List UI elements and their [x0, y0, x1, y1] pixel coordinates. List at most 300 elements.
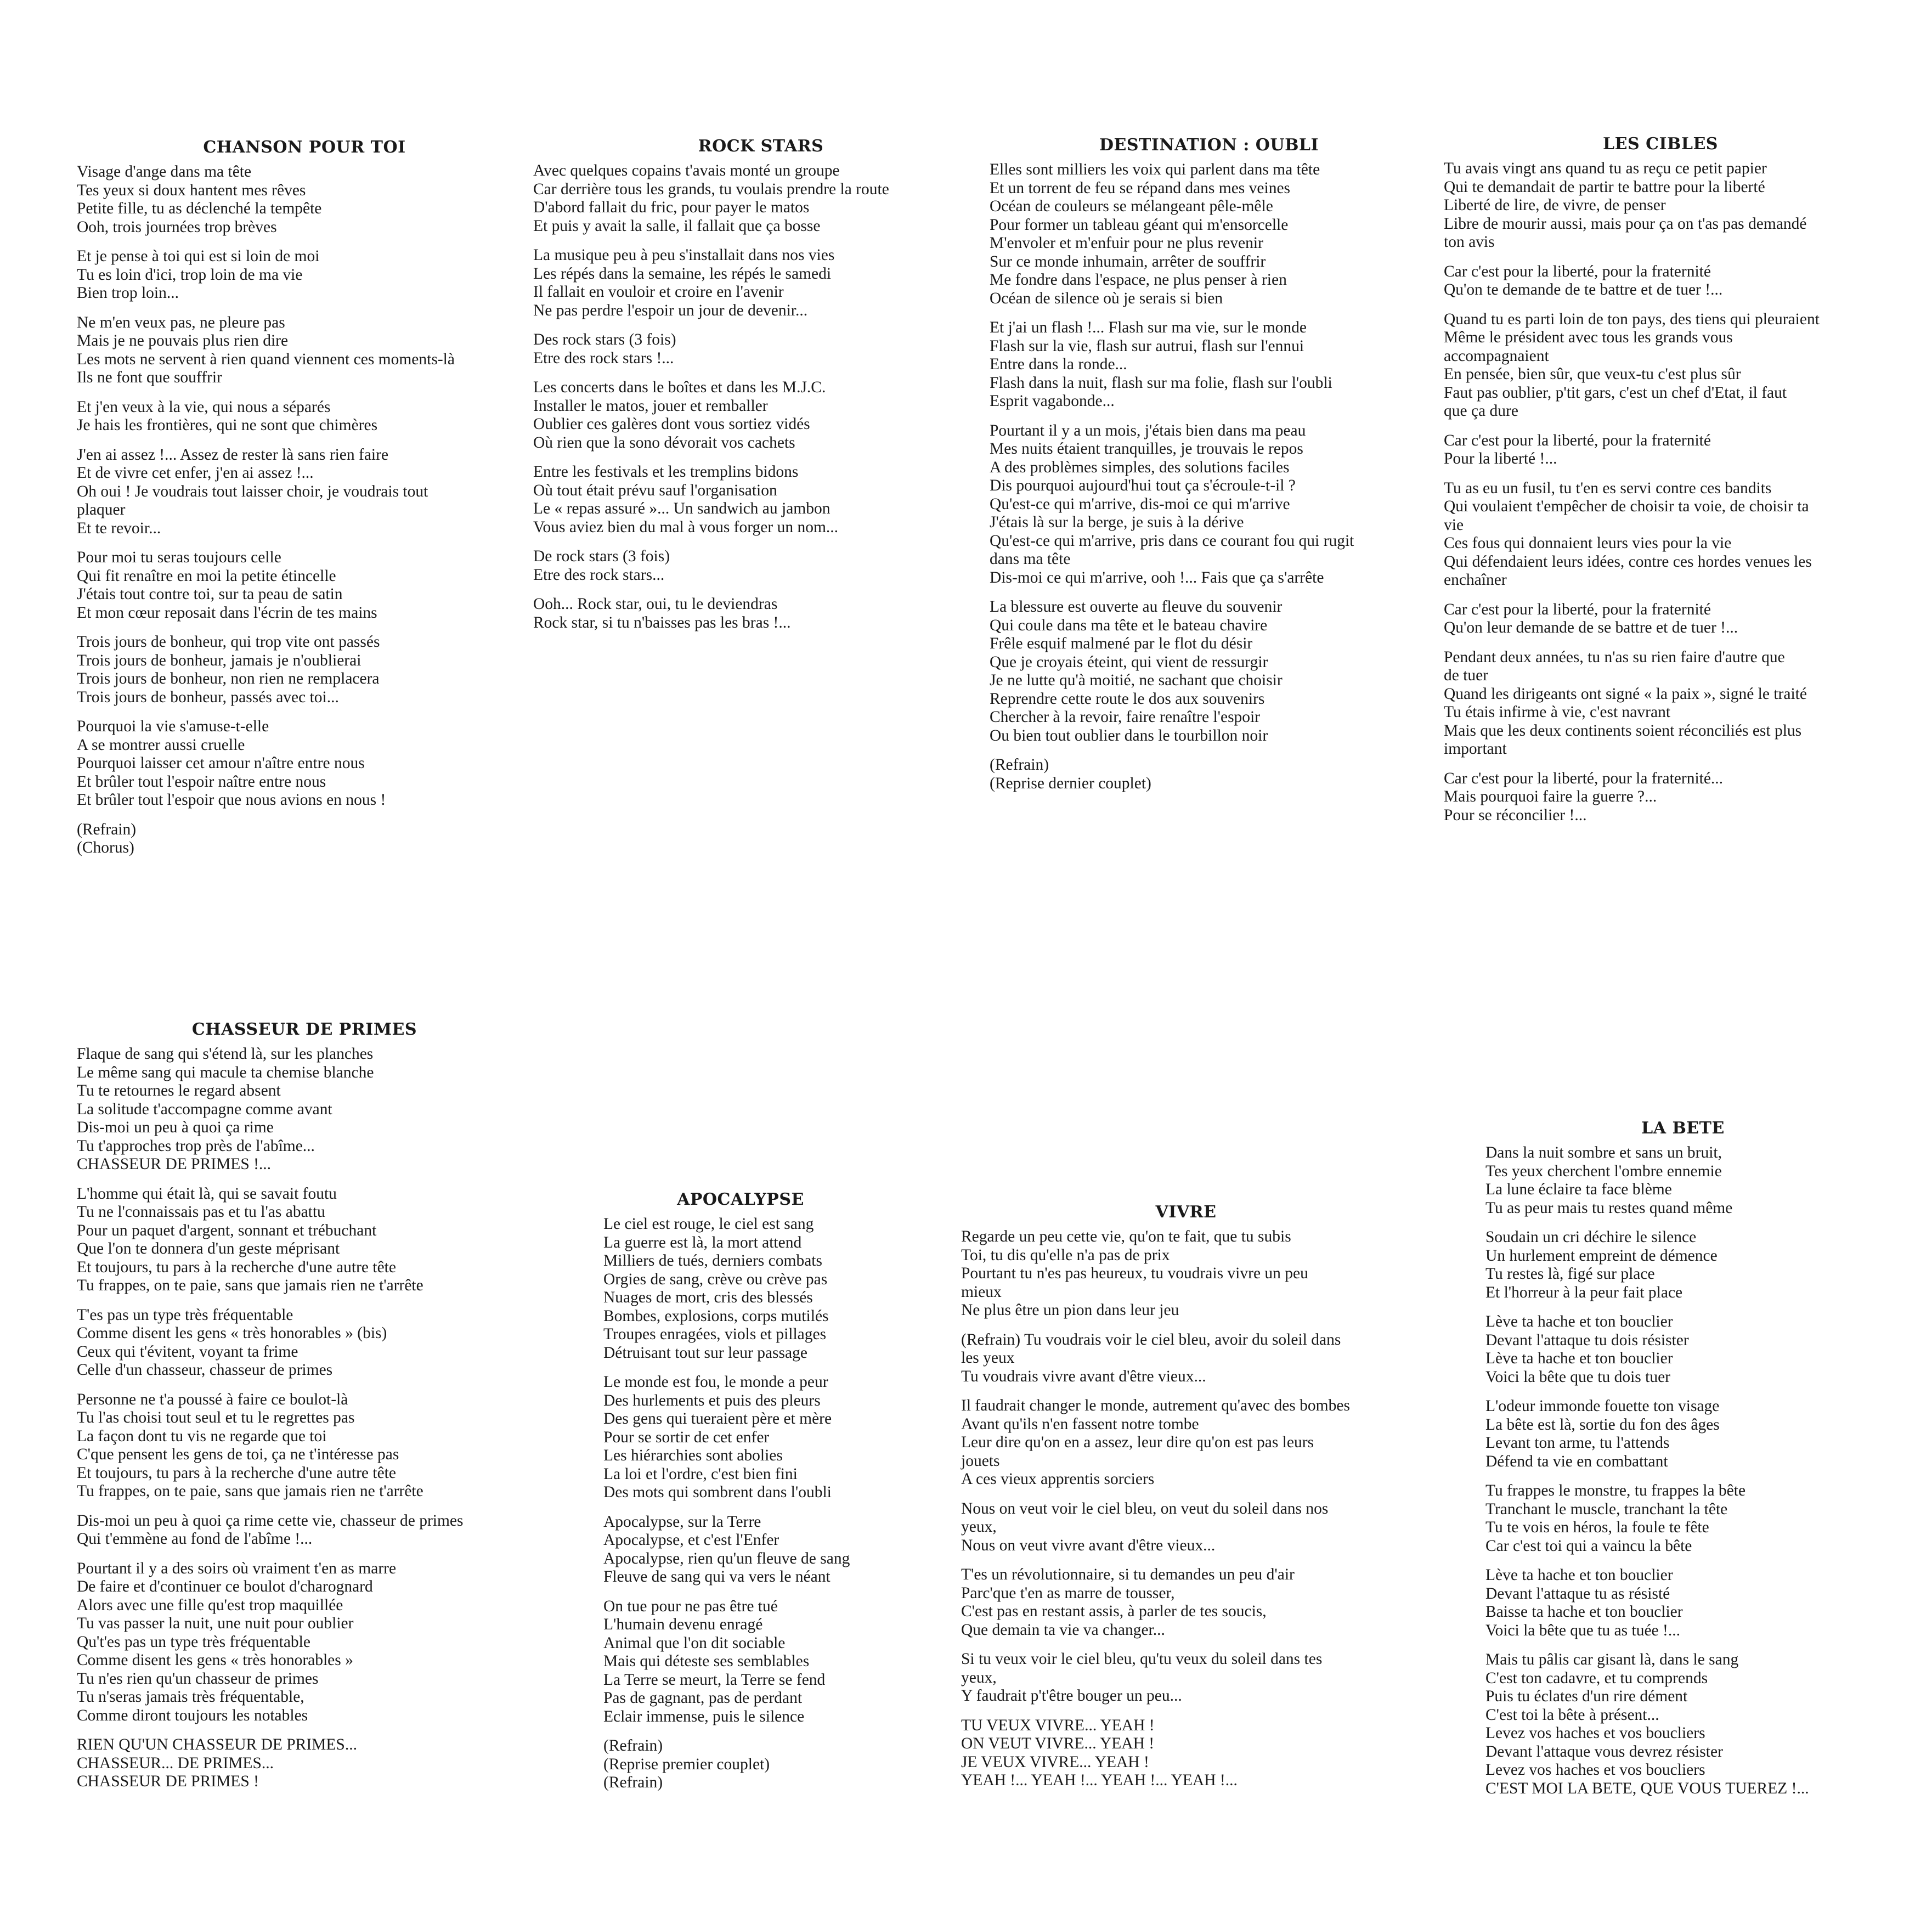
- lyric-line: jouets: [961, 1452, 1000, 1470]
- lyric-line: Tu ne l'connaissais pas et tu l'as abattu: [77, 1203, 325, 1221]
- stanza: [961, 1331, 1411, 1386]
- lyric-line: Etre des rock stars...: [533, 566, 665, 584]
- lyric-line: Ou bien tout oublier dans le tourbillon noir: [990, 726, 1268, 744]
- lyric-line: Chercher à la revoir, faire renaître l'espoir: [990, 708, 1261, 726]
- lyric-line: T'es un révolutionnaire, si tu demandes un peu d'air: [961, 1566, 1295, 1583]
- song-title: CHANSON POUR TOI: [203, 138, 406, 157]
- stanza: [990, 598, 1428, 745]
- stanza: [603, 1598, 878, 1726]
- song-title: ROCK STARS: [698, 137, 824, 156]
- lyric-line: RIEN QU'UN CHASSEUR DE PRIMES...: [77, 1736, 357, 1753]
- lyric-line: Et un torrent de feu se répand dans mes veines: [990, 179, 1291, 197]
- song-title: LES CIBLES: [1603, 134, 1718, 154]
- lyric-line: Tes yeux cherchent l'ombre ennemie: [1485, 1162, 1722, 1180]
- lyric-line: Pour se réconcilier !...: [1444, 806, 1587, 824]
- stanza: [533, 595, 988, 632]
- lyric-line: ton avis: [1444, 233, 1495, 251]
- lyric-line: Entre les festivals et les tremplins bidons: [533, 463, 799, 481]
- lyric-line: Mais pourquoi faire la guerre ?...: [1444, 788, 1657, 805]
- lyric-line: Les mots ne servent à rien quand viennent ces moments-là: [77, 350, 455, 368]
- lyric-line: Qu'est-ce qui m'arrive, dis-moi ce qui m'arrive: [990, 495, 1290, 513]
- lyric-line: L'homme qui était là, qui se savait foutu: [77, 1184, 337, 1203]
- lyric-line: Mais que les deux continents soient réconciliés est plus: [1444, 721, 1802, 740]
- stanza: [533, 379, 988, 452]
- lyric-line: Nuages de mort, cris des blessés: [603, 1289, 813, 1306]
- stanza: [1485, 1228, 1880, 1302]
- stanza: [1444, 648, 1877, 759]
- lyric-line: yeux,: [961, 1668, 997, 1686]
- song-apocalypse: [603, 1190, 878, 1803]
- lyric-line: Des gens qui tueraient père et mère: [603, 1410, 832, 1428]
- stanza: [77, 821, 532, 857]
- lyric-line: Pendant deux années, tu n'as su rien faire d'autre que: [1444, 648, 1785, 666]
- stanza: [990, 161, 1428, 308]
- lyric-line: Parc'que t'en as marre de tousser,: [961, 1584, 1175, 1602]
- lyric-line: Tu l'as choisi tout seul et tu le regrettes pas: [77, 1409, 355, 1426]
- song-title: CHASSEUR DE PRIMES: [191, 1020, 417, 1039]
- stanza: [533, 246, 988, 320]
- lyric-line: Et l'horreur à la peur fait place: [1485, 1283, 1683, 1301]
- lyric-line: Même le président avec tous les grands vous: [1444, 329, 1733, 346]
- lyric-line: Oublier ces galères dont vous sortiez vidés: [533, 415, 810, 433]
- lyric-line: J'étais là sur la berge, je suis à la dérive: [990, 514, 1244, 531]
- lyric-line: Qu'on leur demande de se battre et de tuer !...: [1444, 619, 1738, 636]
- lyric-line: Les concerts dans le boîtes et dans les M.J.C.: [533, 379, 826, 396]
- stanza: [1444, 432, 1877, 469]
- lyric-line: Tu n'es rien qu'un chasseur de primes: [77, 1669, 319, 1688]
- lyric-line: Flash dans la nuit, flash sur ma folie, flash sur l'oubli: [990, 374, 1332, 392]
- stanza: [1444, 770, 1877, 825]
- lyric-line: Elles sont milliers les voix qui parlent dans ma tête: [990, 161, 1320, 178]
- lyric-line: Et toujours, tu pars à la recherche d'une autre tête: [77, 1464, 396, 1482]
- lyric-line: Et de vivre cet enfer, j'en ai assez !...: [77, 464, 314, 482]
- lyric-line: Pour moi tu seras toujours celle: [77, 549, 281, 566]
- lyric-line: Tu frappes, on te paie, sans que jamais rien ne t'arrête: [77, 1277, 423, 1294]
- lyric-line: Quand les dirigeants ont signé « la paix », signé le traité: [1444, 685, 1807, 703]
- lyric-line: ON VEUT VIVRE... YEAH !: [961, 1735, 1155, 1752]
- lyric-line: Le même sang qui macule ta chemise blanche: [77, 1063, 374, 1081]
- lyric-line: D'abord fallait du fric, pour payer le matos: [533, 199, 810, 216]
- stanza: [961, 1228, 1411, 1320]
- lyric-line: Il fallait en vouloir et croire en l'avenir: [533, 283, 784, 301]
- lyric-line: Me fondre dans l'espace, ne plus penser à rien: [990, 271, 1287, 289]
- lyric-line: Bombes, explosions, corps mutilés: [603, 1307, 829, 1325]
- lyric-line: Libre de mourir aussi, mais pour ça on t'as pas demandé: [1444, 215, 1807, 233]
- lyric-line: Trois jours de bonheur, qui trop vite ont passés: [77, 633, 380, 651]
- lyric-line: Et je pense à toi qui est si loin de moi: [77, 247, 320, 265]
- stanza: [77, 247, 532, 303]
- lyric-line: Mais qui déteste ses semblables: [603, 1652, 810, 1670]
- lyric-line: Ne plus être un pion dans leur jeu: [961, 1301, 1179, 1319]
- lyric-line: Devant l'attaque tu dois résister: [1485, 1331, 1689, 1349]
- lyric-line: Voici la bête que tu as tuée !...: [1485, 1621, 1680, 1639]
- lyric-line: mieux: [961, 1283, 1002, 1301]
- stanza: [77, 1391, 532, 1501]
- lyric-line: Mais je ne pouvais plus rien dire: [77, 332, 289, 349]
- lyric-line: Toi, tu dis qu'elle n'a pas de prix: [961, 1246, 1170, 1264]
- lyric-line: Qu't'es pas un type très fréquentable: [77, 1633, 310, 1651]
- lyric-line: Bien trop loin...: [77, 284, 179, 302]
- lyric-line: Orgies de sang, crève ou crève pas: [603, 1270, 828, 1288]
- stanza: [77, 1736, 532, 1791]
- lyric-line: (Refrain): [77, 820, 137, 838]
- lyric-line: CHASSEUR DE PRIMES !...: [77, 1155, 272, 1173]
- stanza: [990, 422, 1428, 588]
- lyric-line: Levant ton arme, tu l'attends: [1485, 1434, 1670, 1452]
- stanza: [961, 1650, 1411, 1706]
- lyric-line: Pourquoi la vie s'amuse-t-elle: [77, 718, 269, 735]
- lyric-line: Voici la bête que tu dois tuer: [1485, 1368, 1670, 1386]
- lyric-line: Et mon cœur reposait dans l'écrin de tes mains: [77, 603, 377, 622]
- song-chanson-pour-toi: [77, 138, 532, 868]
- lyric-line: C'est ton cadavre, et tu comprends: [1485, 1669, 1708, 1687]
- lyric-line: Qu'est-ce qui m'arrive, pris dans ce courant fou qui rugit: [990, 532, 1354, 550]
- lyric-line: Puis tu éclates d'un rire dément: [1485, 1688, 1688, 1705]
- lyric-line: Pas de gagnant, pas de perdant: [603, 1689, 803, 1707]
- lyric-line: Tu te retournes le regard absent: [77, 1082, 281, 1099]
- lyric-line: Qui défendaient leurs idées, contre ces hordes venues les: [1444, 552, 1812, 571]
- stanza: [1444, 479, 1877, 590]
- lyric-line: Je ne lutte qu'à moitié, ne sachant que choisir: [990, 672, 1283, 689]
- stanza: [603, 1373, 878, 1502]
- lyric-line: Pourtant il y a un mois, j'étais bien dans ma peau: [990, 421, 1306, 439]
- lyric-line: La solitude t'accompagne comme avant: [77, 1100, 332, 1118]
- lyric-line: Et j'en veux à la vie, qui nous a séparés: [77, 398, 331, 416]
- lyric-line: Trois jours de bonheur, non rien ne remplacera: [77, 670, 380, 687]
- lyric-line: Nous on veut voir le ciel bleu, on veut du soleil dans nos: [961, 1499, 1329, 1517]
- lyric-line: Et puis y avait la salle, il fallait que ça bosse: [533, 217, 821, 235]
- lyric-line: Liberté de lire, de vivre, de penser: [1444, 196, 1666, 214]
- song-title: DESTINATION : OUBLI: [1099, 136, 1319, 155]
- stanza: [533, 331, 988, 368]
- lyric-line: Milliers de tués, derniers combats: [603, 1252, 822, 1269]
- lyric-line: Dis-moi ce qui m'arrive, ooh !... Fais que ça s'arrête: [990, 568, 1324, 586]
- lyric-line: Tu as peur mais tu restes quand même: [1485, 1199, 1733, 1217]
- stanza: [1485, 1566, 1880, 1640]
- lyric-line: Y faudrait p't'être bouger un peu...: [961, 1687, 1182, 1705]
- stanza: [603, 1513, 878, 1587]
- lyric-line: de tuer: [1444, 667, 1489, 684]
- lyric-line: Tu vas passer la nuit, une nuit pour oublier: [77, 1615, 354, 1632]
- lyric-line: Ces fous qui donnaient leurs vies pour la vie: [1444, 534, 1732, 552]
- lyric-line: Je hais les frontières, qui ne sont que chimères: [77, 416, 378, 434]
- lyric-line: J'en ai assez !... Assez de rester là sans rien faire: [77, 445, 389, 464]
- song-title: APOCALYPSE: [677, 1190, 804, 1209]
- lyric-line: Flash sur la vie, flash sur autrui, flash sur l'ennui: [990, 337, 1304, 355]
- song-title: VIVRE: [1155, 1203, 1217, 1222]
- lyric-line: Quand tu es parti loin de ton pays, des tiens qui pleuraient: [1444, 310, 1820, 328]
- lyric-line: Devant l'attaque vous devrez résister: [1485, 1742, 1723, 1761]
- stanza: [77, 1185, 532, 1295]
- lyric-line: plaquer: [77, 501, 126, 518]
- lyric-line: Des mots qui sombrent dans l'oubli: [603, 1483, 832, 1501]
- lyric-line: (Reprise premier couplet): [603, 1755, 770, 1773]
- lyric-line: Dis-moi un peu à quoi ça rime cette vie, chasseur de primes: [77, 1511, 464, 1530]
- song-les-cibles: [1444, 135, 1877, 836]
- lyric-line: Le « repas assuré »... Un sandwich au jambon: [533, 500, 831, 517]
- lyric-line: C'est toi la bête à présent...: [1485, 1706, 1659, 1724]
- lyric-line: On tue pour ne pas être tué: [603, 1597, 778, 1615]
- lyric-line: Apocalypse, sur la Terre: [603, 1513, 761, 1531]
- lyric-line: (Chorus): [77, 839, 134, 856]
- lyric-line: dans ma tête: [990, 550, 1071, 568]
- lyric-line: Avec quelques copains t'avais monté un groupe: [533, 162, 840, 179]
- lyric-line: Tu avais vingt ans quand tu as reçu ce petit papier: [1444, 160, 1767, 177]
- stanza: [533, 548, 988, 584]
- lyric-line: La loi et l'ordre, c'est bien fini: [603, 1465, 798, 1483]
- lyric-line: A ces vieux apprentis sorciers: [961, 1470, 1155, 1488]
- lyric-line: important: [1444, 740, 1507, 758]
- lyric-line: Faut pas oublier, p'tit gars, c'est un chef d'Etat, il faut: [1444, 383, 1787, 402]
- lyric-line: Devant l'attaque tu as résisté: [1485, 1584, 1670, 1603]
- lyric-line: Lève ta hache et ton bouclier: [1485, 1566, 1673, 1584]
- stanza: [1485, 1313, 1880, 1386]
- lyric-line: Leur dire qu'on en a assez, leur dire qu'on est pas leurs: [961, 1434, 1314, 1451]
- lyric-line: (Refrain) Tu voudrais voir le ciel bleu, avoir du soleil dans: [961, 1330, 1341, 1349]
- lyric-line: A des problèmes simples, des solutions faciles: [990, 458, 1290, 476]
- lyric-line: Entre dans la ronde...: [990, 356, 1127, 373]
- lyric-line: Des rock stars (3 fois): [533, 331, 676, 348]
- lyric-line: Tu t'approches trop près de l'abîme...: [77, 1137, 315, 1155]
- lyric-line: La Terre se meurt, la Terre se fend: [603, 1671, 826, 1689]
- lyric-line: T'es pas un type très fréquentable: [77, 1306, 293, 1324]
- lyric-line: Où tout était prévu sauf l'organisation: [533, 481, 777, 499]
- lyric-line: La musique peu à peu s'installait dans nos vies: [533, 246, 835, 264]
- lyric-line: Visage d'ange dans ma tête: [77, 163, 252, 180]
- lyric-line: Détruisant tout sur leur passage: [603, 1344, 807, 1362]
- lyric-line: Les répés dans la semaine, les répés le samedi: [533, 264, 832, 283]
- lyric-line: Ils ne font que souffrir: [77, 369, 222, 386]
- stanza: [1485, 1144, 1880, 1217]
- lyric-line: Esprit vagabonde...: [990, 392, 1115, 410]
- stanza: [961, 1397, 1411, 1489]
- lyric-line: Et brûler tout l'espoir que nous avions en nous !: [77, 791, 386, 809]
- stanza: [77, 633, 532, 707]
- lyric-line: Troupes enragées, viols et pillages: [603, 1325, 827, 1343]
- lyric-line: Avant qu'ils n'en fassent notre tombe: [961, 1415, 1199, 1433]
- lyric-line: Qui te demandait de partir te battre pour la liberté: [1444, 178, 1765, 196]
- song-vivre: [961, 1203, 1411, 1801]
- lyric-line: (Refrain): [603, 1737, 663, 1754]
- stanza: [603, 1215, 878, 1362]
- lyric-line: Frêle esquif malmené par le flot du désir: [990, 635, 1253, 652]
- lyric-line: Lève ta hache et ton bouclier: [1485, 1350, 1673, 1367]
- lyric-line: Tes yeux si doux hantent mes rêves: [77, 181, 306, 199]
- lyric-line: Défend ta vie en combattant: [1485, 1452, 1668, 1470]
- lyric-line: De rock stars (3 fois): [533, 548, 670, 565]
- lyric-line: Apocalypse, et c'est l'Enfer: [603, 1531, 779, 1549]
- stanza: [533, 463, 988, 537]
- stanza: [1444, 263, 1877, 300]
- lyric-line: La blessure est ouverte au fleuve du souvenir: [990, 598, 1283, 616]
- lyric-line: (Refrain): [990, 756, 1049, 774]
- lyric-line: CHASSEUR DE PRIMES !: [77, 1773, 259, 1790]
- lyric-line: Nous on veut vivre avant d'être vieux...: [961, 1536, 1216, 1554]
- lyric-line: Que je croyais éteint, qui vient de ressurgir: [990, 653, 1268, 671]
- lyric-line: Car c'est toi qui a vaincu la bête: [1485, 1537, 1692, 1555]
- lyric-line: Tu te vois en héros, la foule te fête: [1485, 1519, 1709, 1536]
- lyric-line: Trois jours de bonheur, passés avec toi...: [77, 688, 339, 706]
- lyric-line: C'EST MOI LA BETE, QUE VOUS TUEREZ !...: [1485, 1779, 1809, 1797]
- stanza: [77, 1045, 532, 1174]
- lyric-line: (Reprise dernier couplet): [990, 774, 1151, 792]
- stanza: [1444, 311, 1877, 421]
- stanza: [77, 1512, 532, 1549]
- lyric-line: Car c'est pour la liberté, pour la fraternité...: [1444, 769, 1724, 787]
- lyric-line: Les hiérarchies sont abolies: [603, 1447, 783, 1464]
- lyric-line: Ne pas perdre l'espoir un jour de devenir...: [533, 301, 808, 319]
- lyric-line: Qui coule dans ma tête et le bateau chavire: [990, 616, 1268, 634]
- lyric-line: C'que pensent les gens de toi, ça ne t'intéresse pas: [77, 1446, 399, 1463]
- lyric-line: enchaîner: [1444, 571, 1507, 589]
- lyric-line: Ooh... Rock star, oui, tu le deviendras: [533, 595, 778, 613]
- lyric-line: Lève ta hache et ton bouclier: [1485, 1313, 1673, 1330]
- lyric-line: vie: [1444, 516, 1464, 534]
- lyric-line: Pourquoi laisser cet amour n'aître entre nous: [77, 754, 365, 772]
- lyric-line: Et j'ai un flash !... Flash sur ma vie, sur le monde: [990, 319, 1307, 336]
- lyric-line: Océan de silence où je serais si bien: [990, 289, 1223, 307]
- lyric-line: Et brûler tout l'espoir naître entre nous: [77, 772, 326, 791]
- lyric-line: Qui t'emmène au fond de l'abîme !...: [77, 1530, 313, 1548]
- lyric-line: Alors avec une fille qu'est trop maquillée: [77, 1596, 343, 1614]
- lyric-line: Comme disent les gens « très honorables » (bis): [77, 1324, 387, 1342]
- stanza: [77, 549, 532, 622]
- stanza: [1485, 1482, 1880, 1555]
- lyric-line: Un hurlement empreint de démence: [1485, 1246, 1718, 1265]
- song-destination-oubli: [990, 136, 1428, 804]
- lyric-line: Rock star, si tu n'baisses pas les bras !...: [533, 613, 791, 631]
- lyric-line: accompagnaient: [1444, 347, 1549, 365]
- lyric-line: Fleuve de sang qui va vers le néant: [603, 1568, 831, 1586]
- stanza: [990, 756, 1428, 793]
- lyric-line: Dis pourquoi aujourd'hui tout ça s'écroule-t-il ?: [990, 477, 1296, 494]
- lyric-line: Flaque de sang qui s'étend là, sur les planches: [77, 1045, 374, 1063]
- lyric-line: Tranchant le muscle, tranchant la tête: [1485, 1500, 1728, 1518]
- stanza: [1485, 1651, 1880, 1798]
- lyric-line: Il faudrait changer le monde, autrement qu'avec des bombes: [961, 1397, 1350, 1414]
- stanza: [1444, 160, 1877, 252]
- lyric-line: Comme diront toujours les notables: [77, 1706, 308, 1724]
- lyric-line: Si tu veux voir le ciel bleu, qu'tu veux du soleil dans tes: [961, 1650, 1323, 1668]
- stanza: [77, 314, 532, 387]
- lyric-line: Tu es loin d'ici, trop loin de ma vie: [77, 266, 303, 284]
- stanza: [1444, 601, 1877, 637]
- lyric-line: Oh oui ! Je voudrais tout laisser choir, je voudrais tout: [77, 482, 428, 500]
- stanza: [603, 1737, 878, 1792]
- stanza: [533, 162, 988, 235]
- lyric-line: Pour la liberté !...: [1444, 450, 1557, 467]
- lyric-line: Tu étais infirme à vie, c'est navrant: [1444, 703, 1671, 721]
- lyric-line: Tu frappes le monstre, tu frappes la bête: [1485, 1482, 1746, 1499]
- lyric-line: Car c'est pour la liberté, pour la fraternité: [1444, 600, 1711, 618]
- lyric-line: Et te revoir...: [77, 519, 161, 537]
- song-la-bete: [1485, 1119, 1880, 1809]
- lyric-line: Petite fille, tu as déclenché la tempête: [77, 200, 322, 217]
- lyric-line: Comme disent les gens « très honorables »: [77, 1651, 353, 1669]
- lyric-line: Tu n'seras jamais très fréquentable,: [77, 1688, 304, 1706]
- lyric-line: Tu restes là, figé sur place: [1485, 1265, 1655, 1283]
- stanza: [77, 446, 532, 538]
- lyric-line: Sur ce monde inhumain, arrêter de souffrir: [990, 252, 1266, 270]
- lyric-line: M'envoler et m'enfuir pour ne plus revenir: [990, 234, 1263, 252]
- lyric-line: Que demain ta vie va changer...: [961, 1621, 1165, 1639]
- lyric-line: Eclair immense, puis le silence: [603, 1707, 805, 1725]
- lyric-line: Le monde est fou, le monde a peur: [603, 1373, 828, 1391]
- lyric-line: Trois jours de bonheur, jamais je n'oublierai: [77, 651, 361, 669]
- stanza: [77, 1560, 532, 1725]
- stanza: [961, 1717, 1411, 1790]
- lyric-line: Tu voudrais vivre avant d'être vieux...: [961, 1367, 1206, 1385]
- lyric-line: Tu frappes, on te paie, sans que jamais rien ne t'arrête: [77, 1482, 423, 1500]
- lyric-line: Soudain un cri déchire le silence: [1485, 1228, 1697, 1246]
- lyric-line: Etre des rock stars !...: [533, 349, 674, 367]
- lyric-line: Où rien que la sono dévorait vos cachets: [533, 433, 795, 452]
- lyric-line: L'odeur immonde fouette ton visage: [1485, 1397, 1720, 1415]
- lyric-line: Que l'on te donnera d'un geste méprisant: [77, 1240, 340, 1257]
- lyric-line: Reprendre cette route le dos aux souvenirs: [990, 690, 1265, 708]
- lyric-line: Dans la nuit sombre et sans un bruit,: [1485, 1144, 1722, 1161]
- lyric-line: Pour se sortir de cet enfer: [603, 1428, 770, 1446]
- lyric-line: Apocalypse, rien qu'un fleuve de sang: [603, 1549, 850, 1567]
- lyric-line: les yeux: [961, 1349, 1015, 1367]
- lyric-line: Celle d'un chasseur, chasseur de primes: [77, 1361, 333, 1379]
- lyric-line: Vous aviez bien du mal à vous forger un nom...: [533, 518, 839, 536]
- lyric-line: Car c'est pour la liberté, pour la fraternité: [1444, 431, 1711, 449]
- stanza: [961, 1566, 1411, 1639]
- lyric-line: Le ciel est rouge, le ciel est sang: [603, 1215, 814, 1233]
- lyric-line: TU VEUX VIVRE... YEAH !: [961, 1716, 1155, 1734]
- lyric-line: Océan de couleurs se mélangeant pêle-mêle: [990, 198, 1273, 215]
- lyric-line: C'est pas en restant assis, à parler de tes soucis,: [961, 1603, 1267, 1620]
- lyric-line: Animal que l'on dit sociable: [603, 1634, 786, 1652]
- stanza: [77, 398, 532, 435]
- lyric-line: A se montrer aussi cruelle: [77, 736, 245, 754]
- lyric-line: Pour former un tableau géant qui m'ensorcelle: [990, 216, 1289, 234]
- lyric-line: JE VEUX VIVRE... YEAH !: [961, 1753, 1149, 1771]
- stanza: [990, 319, 1428, 411]
- lyric-line: Regarde un peu cette vie, qu'on te fait, que tu subis: [961, 1228, 1291, 1245]
- lyric-line: La lune éclaire ta face blème: [1485, 1181, 1672, 1198]
- lyric-line: Car c'est pour la liberté, pour la fraternité: [1444, 262, 1711, 280]
- lyric-line: Pourtant tu n'es pas heureux, tu voudrais vivre un peu: [961, 1265, 1308, 1282]
- lyric-line: Et toujours, tu pars à la recherche d'une autre tête: [77, 1258, 396, 1276]
- stanza: [961, 1500, 1411, 1555]
- lyric-line: En pensée, bien sûr, que veux-tu c'est plus sûr: [1444, 365, 1741, 383]
- lyric-line: La façon dont tu vis ne regarde que toi: [77, 1427, 327, 1445]
- lyric-line: La guerre est là, la mort attend: [603, 1233, 802, 1251]
- lyric-line: Installer le matos, jouer et remballer: [533, 397, 768, 415]
- lyric-line: Pourtant il y a des soirs où vraiment t'en as marre: [77, 1559, 397, 1577]
- lyric-line: Qui voulaient t'empêcher de choisir ta voie, de choisir ta: [1444, 498, 1809, 515]
- lyric-line: Mes nuits étaient tranquilles, je trouvais le repos: [990, 440, 1303, 458]
- lyric-line: Qui fit renaître en moi la petite étincelle: [77, 567, 336, 585]
- lyric-line: Tu as eu un fusil, tu t'en es servi contre ces bandits: [1444, 479, 1772, 497]
- stanza: [1485, 1397, 1880, 1471]
- lyric-line: Pour un paquet d'argent, sonnant et trébuchant: [77, 1221, 377, 1239]
- lyric-line: Personne ne t'a poussé à faire ce boulot-là: [77, 1390, 348, 1408]
- song-title: LA BETE: [1641, 1119, 1725, 1138]
- lyric-line: Des hurlements et puis des pleurs: [603, 1391, 821, 1409]
- lyric-line: Dis-moi un peu à quoi ça rime: [77, 1119, 274, 1136]
- lyric-line: Qu'on te demande de te battre et de tuer !...: [1444, 281, 1723, 298]
- lyric-line: yeux,: [961, 1518, 997, 1536]
- lyric-line: Baisse ta hache et ton bouclier: [1485, 1603, 1683, 1621]
- lyric-line: De faire et d'continuer ce boulot d'charognard: [77, 1578, 373, 1595]
- lyric-line: que ça dure: [1444, 402, 1518, 420]
- lyric-line: Mais tu pâlis car gisant là, dans le sang: [1485, 1651, 1739, 1668]
- lyric-line: Levez vos haches et vos boucliers: [1485, 1724, 1705, 1742]
- lyric-line: Ceux qui t'évitent, voyant ta frime: [77, 1342, 298, 1361]
